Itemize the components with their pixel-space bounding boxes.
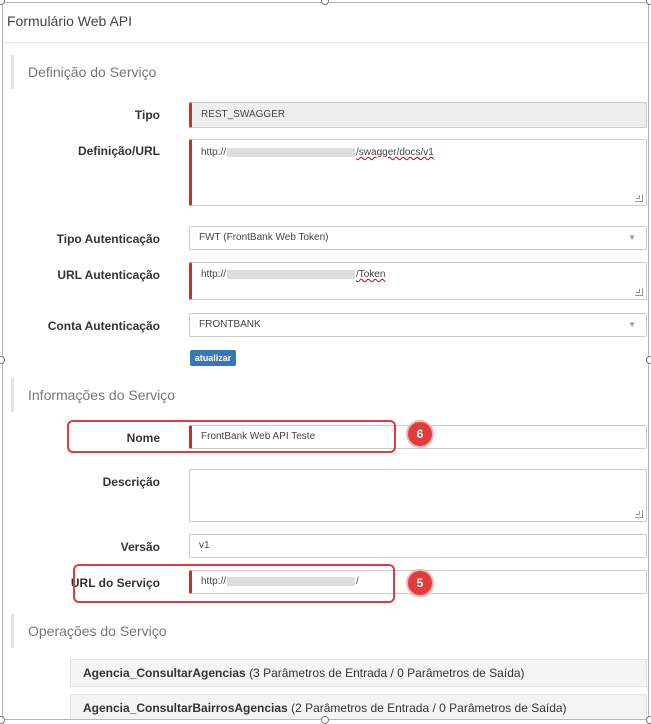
form-window — [2, 2, 649, 720]
resize-handle-top-right[interactable] — [646, 0, 651, 5]
annotation-marker-6: 6 — [408, 422, 432, 446]
description-textarea[interactable] — [189, 469, 647, 522]
annotation-marker-5: 5 — [408, 571, 432, 595]
redacted-host — [227, 148, 355, 157]
auth-url-textarea[interactable] — [189, 262, 647, 300]
redacted-host — [227, 270, 355, 279]
auth-url-value: http:// /Token — [201, 269, 386, 280]
auth-account-select[interactable] — [189, 313, 647, 337]
resize-grip-icon[interactable] — [635, 510, 643, 518]
section-title: Operações do Serviço — [28, 623, 167, 639]
resize-handle-right[interactable] — [646, 356, 651, 364]
service-url-highlight — [70, 564, 395, 603]
auth-type-value: FWT (FrontBank Web Token) — [199, 232, 329, 243]
auth-type-select[interactable] — [189, 226, 647, 250]
section-title: Informações do Serviço — [28, 387, 176, 403]
update-button[interactable]: atualizar — [190, 350, 236, 366]
service-url-label: URL do Serviço — [70, 576, 160, 590]
auth-type-label: Tipo Autenticação — [56, 232, 160, 246]
section-info — [11, 378, 644, 412]
chevron-down-icon: ▼ — [628, 233, 636, 242]
resize-grip-icon[interactable] — [635, 194, 643, 202]
operation-name: Agencia_ConsultarBairrosAgencias — [83, 701, 288, 715]
name-highlight — [67, 420, 396, 453]
chevron-down-icon: ▼ — [628, 320, 636, 329]
operation-item[interactable] — [70, 694, 647, 720]
auth-account-value: FRONTBANK — [199, 319, 261, 330]
service-url-value: http:// / — [201, 576, 359, 587]
definition-url-value: http:// /swagger/docs/v1 — [201, 147, 434, 158]
auth-url-label: URL Autenticação — [57, 268, 160, 282]
name-label: Nome — [126, 431, 160, 445]
operation-detail: (3 Parâmetros de Entrada / 0 Parâmetros de Saída) — [249, 666, 525, 680]
section-definition — [11, 55, 644, 89]
resize-grip-icon[interactable] — [635, 288, 643, 296]
operation-name: Agencia_ConsultarAgencias — [83, 666, 246, 680]
tipo-value: REST_SWAGGER — [201, 109, 286, 120]
version-label: Versão — [120, 540, 160, 554]
description-label: Descrição — [102, 475, 160, 489]
section-title: Definição do Serviço — [28, 64, 157, 80]
operation-item[interactable] — [70, 659, 647, 687]
tipo-field — [189, 102, 647, 128]
definition-url-label: Definição/URL — [77, 144, 160, 158]
section-operations — [11, 614, 644, 648]
title-divider — [3, 42, 648, 43]
name-value: FrontBank Web API Teste — [201, 431, 316, 442]
auth-account-label: Conta Autenticação — [47, 319, 160, 333]
operation-detail: (2 Parâmetros de Entrada / 0 Parâmetros de Saída) — [291, 701, 567, 715]
window-title: Formulário Web API — [7, 13, 133, 29]
tipo-label: Tipo — [134, 108, 160, 122]
version-value: v1 — [199, 540, 210, 551]
definition-url-textarea[interactable] — [189, 139, 647, 206]
version-input[interactable] — [189, 534, 647, 558]
